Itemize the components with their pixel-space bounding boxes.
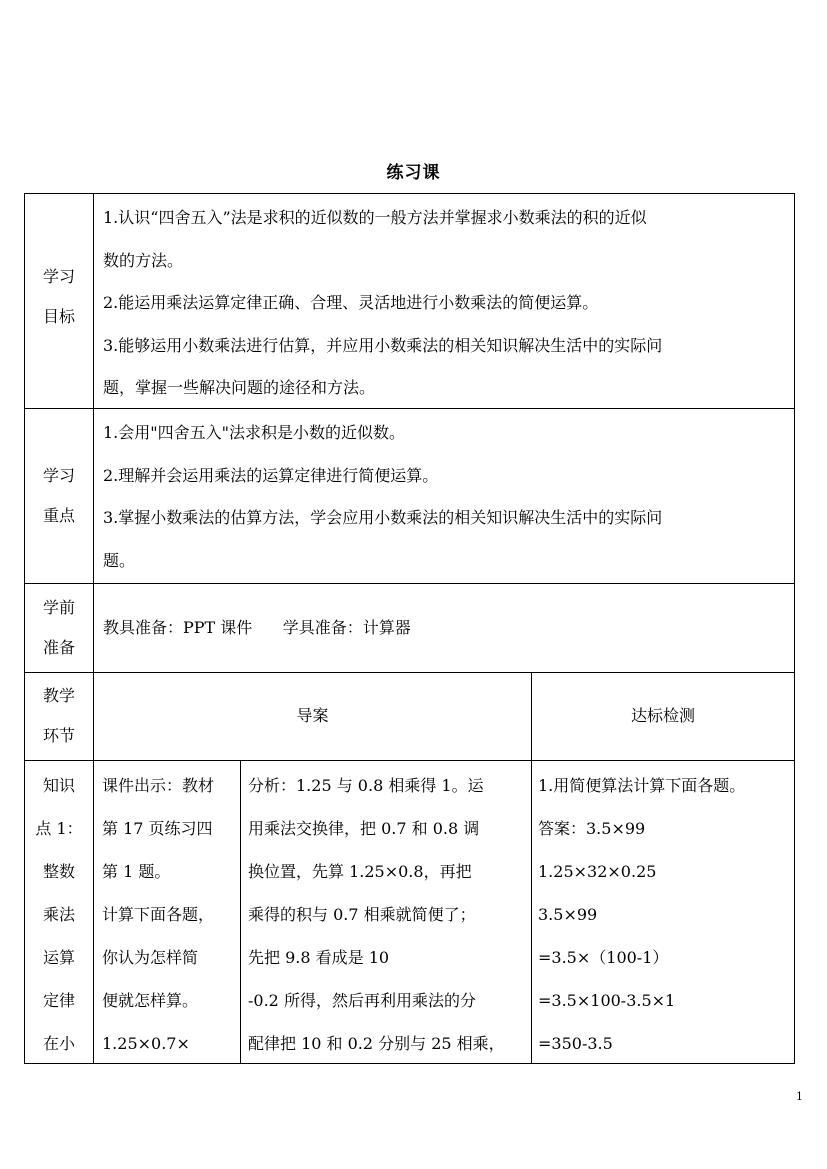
goals-content xyxy=(103,197,793,410)
focus-line: 3.掌握小数乘法的估算方法，学会应用小数乘法的相关知识解决生活中的实际问 xyxy=(103,508,663,527)
focus-line: 题。 xyxy=(103,550,136,570)
page-number: 1 xyxy=(796,1090,803,1103)
check-line: 3.5×99 xyxy=(538,905,598,924)
analysis-column xyxy=(248,764,531,1065)
courseware-line: 你认为怎样简 xyxy=(102,948,199,967)
check-column xyxy=(538,764,794,1065)
page-title: 练习课 xyxy=(386,163,441,183)
analysis-line: 用乘法交换律，把 0.7 和 0.8 调 xyxy=(248,819,480,838)
goal-line: 1.认识“四舍五入”法是求积的近似数的一般方法并掌握求小数乘法的积的近似 xyxy=(103,208,647,227)
goal-line: 数的方法。 xyxy=(103,250,184,270)
check-line: =3.5×（100-1） xyxy=(538,948,669,967)
check-column-header: 达标检测 xyxy=(630,706,695,725)
goal-line: 3.能够运用小数乘法进行估算，并应用小数乘法的相关知识解决生活中的实际问 xyxy=(103,335,663,355)
analysis-line: 换位置，先算 1.25×0.8，再把 xyxy=(248,862,472,881)
focus-line: 1.会用"四舍五入"法求积是小数的近似数。 xyxy=(103,423,405,442)
courseware-line: 便就怎样算。 xyxy=(102,991,199,1010)
courseware-line: 课件出示：教材 xyxy=(102,776,215,795)
analysis-line: 先把 9.8 看成是 10 xyxy=(248,948,390,967)
check-line: 答案：3.5×99 xyxy=(538,819,646,838)
analysis-line: 配律把 10 和 0.2 分别与 25 相乘， xyxy=(248,1034,505,1053)
courseware-line: 第 17 页练习四 xyxy=(102,819,213,838)
focus-label: 学习 重点 xyxy=(42,466,75,525)
focus-line: 2.理解并会运用乘法的运算定律进行简便运算。 xyxy=(103,465,439,485)
check-line: =350-3.5 xyxy=(538,1034,613,1053)
courseware-column xyxy=(102,764,240,1065)
analysis-line: 乘得的积与 0.7 相乘就简便了； xyxy=(248,905,476,924)
goals-label: 学习 目标 xyxy=(42,267,75,326)
goal-line: 2.能运用乘法运算定律正确、合理、灵活地进行小数乘法的简便运算。 xyxy=(103,293,599,312)
header-label: 教学 环节 xyxy=(42,686,75,745)
knowledge-label: 知识 点 1： 整数 乘法 运算 定律 在小 xyxy=(35,776,83,1053)
check-line: 1.25×32×0.25 xyxy=(538,862,657,881)
guide-column-header: 导案 xyxy=(296,706,329,725)
check-line: 1.用简便算法计算下面各题。 xyxy=(538,776,746,795)
focus-content xyxy=(103,412,793,582)
courseware-line: 计算下面各题， xyxy=(102,905,215,924)
analysis-line: -0.2 所得，然后再利用乘法的分 xyxy=(248,991,476,1010)
goal-line: 题，掌握一些解决问题的途径和方法。 xyxy=(103,378,376,397)
courseware-line: 1.25×0.7× xyxy=(102,1034,190,1053)
prep-label: 学前 准备 xyxy=(42,598,75,657)
check-line: =3.5×100-3.5×1 xyxy=(538,991,676,1010)
analysis-line: 分析：1.25 与 0.8 相乘得 1。运 xyxy=(248,776,484,795)
prep-content: 教具准备：PPT 课件 学具准备：计算器 xyxy=(103,618,411,637)
courseware-line: 第 1 题。 xyxy=(102,862,171,881)
